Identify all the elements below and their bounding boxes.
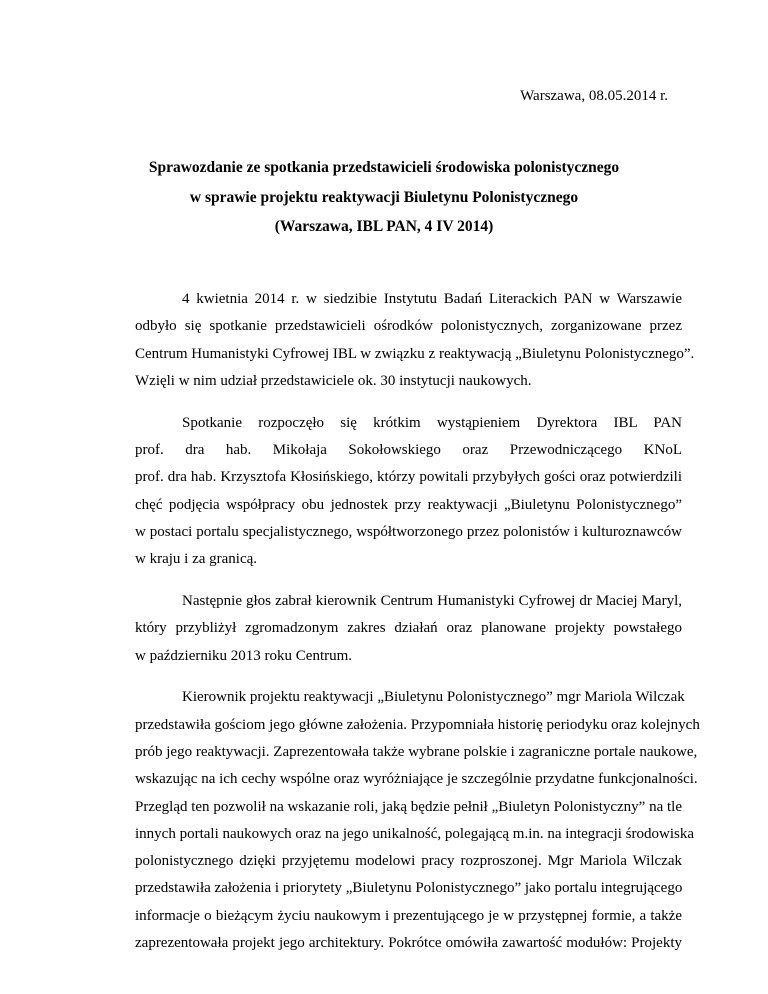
text-line: w październiku 2013 roku Centrum.: [135, 647, 353, 664]
text-line: Wzięli w nim udział przedstawiciele ok. 30 instytucji naukowych.: [135, 372, 532, 389]
text-line: w kraju i za granicą.: [135, 551, 258, 568]
text-line: prof. dra hab. Krzysztofa Kłosińskiego, którzy powitali przybyłych gości oraz potwierdzili: [135, 469, 682, 486]
text-line: innych portali naukowych oraz na jego unikalność, polegającą m.in. na integracji środowiska: [135, 825, 694, 842]
title-line: w sprawie projektu reaktywacji Biuletynu Polonistycznego: [189, 188, 579, 206]
text-line: przedstawiła gościom jego główne założenia. Przypomniała historię periodyku oraz kolejnych: [135, 716, 700, 733]
text-line: prób jego reaktywacji. Zaprezentowała także wybrane polskie i zagraniczne portale naukowe,: [135, 743, 698, 760]
document-body: [88, 286, 700, 972]
document-title: [0, 153, 768, 242]
title-line: Sprawozdanie ze spotkania przedstawicieli środowiska polonistycznego: [148, 159, 620, 176]
paragraph: [88, 286, 695, 395]
text-line: wskazując na ich cechy wspólne oraz wyróżniające je szczególnie przydatne funkcjonalności.: [135, 771, 698, 788]
text-line: przedstawiła założenia i priorytety „Biuletynu Polonistycznego” jako portalu integrującego: [135, 880, 683, 897]
text-line: w postaci portalu specjalistycznego, współtworzonego przez polonistów i kulturoznawców: [135, 523, 682, 540]
text-line: polonistycznego dzięki przyjętemu modelowi pracy rozproszonej. Mgr Mariola Wilczak: [135, 853, 682, 870]
text-line: informacje o bieżącym życiu naukowym i prezentującego je w przystępnej formie, a także: [135, 907, 682, 924]
paragraph: [88, 588, 682, 670]
text-line: odbyło się spotkanie przedstawicieli ośrodków polonistycznych, zorganizowane przez: [135, 318, 682, 335]
text-line: chęć podjęcia współpracy obu jednostek przy reaktywacji „Biuletynu Polonistycznego”: [135, 496, 682, 513]
text-line: zaprezentowała projekt jego architektury. Pokrótce omówiła zawartość modułów: Projekty: [135, 935, 682, 952]
text-line: Spotkanie rozpoczęło się krótkim wystąpieniem Dyrektora IBL PAN: [182, 414, 682, 431]
text-line: Centrum Humanistyki Cyfrowej IBL w związku z reaktywacją „Biuletynu Polonistycznego”.: [135, 345, 695, 362]
text-line: który przybliżył zgromadzonym zakres działań oraz planowane projekty powstałego: [135, 620, 682, 637]
text-line: Kierownik projektu reaktywacji „Biuletynu Polonistycznego” mgr Mariola Wilczak: [182, 689, 685, 706]
title-line: (Warszawa, IBL PAN, 4 IV 2014): [274, 218, 494, 235]
text-line: prof. dra hab. Mikołaja Sokołowskiego oraz Przewodniczącego KNoL: [135, 441, 682, 458]
text-line: Przegląd ten pozwolił na wskazanie roli, jaką będzie pełnił „Biuletyn Polonistyczny” na tle: [135, 798, 682, 815]
text-line: Następnie głos zabrał kierownik Centrum Humanistyki Cyfrowej dr Maciej Maryl,: [182, 592, 682, 609]
paragraph: [88, 410, 682, 574]
text-line: 4 kwietnia 2014 r. w siedzibie Instytutu Badań Literackich PAN w Warszawie: [182, 291, 682, 307]
date-line: Warszawa, 08.05.2014 r.: [520, 88, 668, 104]
paragraph: [88, 684, 700, 957]
